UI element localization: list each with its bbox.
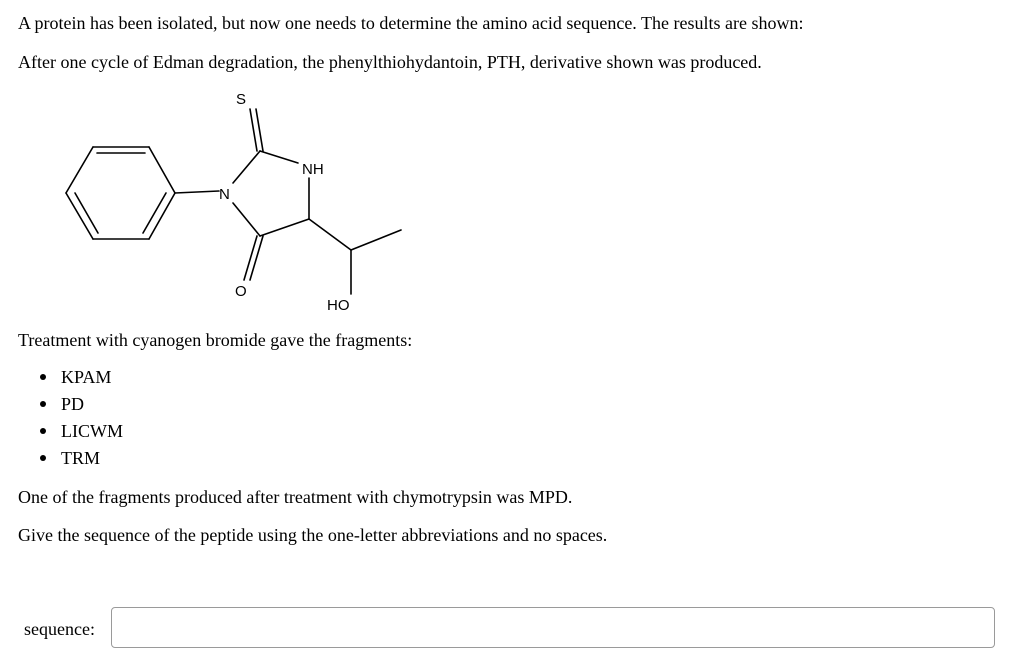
list-item: PD	[40, 393, 123, 420]
list-item: KPAM	[40, 366, 123, 393]
oxygen-atom-label: O	[235, 283, 247, 300]
hydantoin-ring	[233, 151, 309, 236]
fragment-list	[40, 366, 123, 474]
sulfur-atom-label: S	[236, 91, 247, 108]
question-intro: A protein has been isolated, but now one needs to determine the amino acid sequence. The results are shown:	[18, 13, 804, 33]
hydroxyl-label: HO	[327, 297, 350, 314]
list-item: LICWM	[40, 420, 123, 447]
pth-derivative-structure	[0, 80, 480, 320]
benzene-ring	[66, 147, 175, 239]
phenyl-n-bond	[175, 191, 219, 193]
side-chain-bond	[309, 219, 351, 250]
cnbr-statement: Treatment with cyanogen bromide gave the fragments:	[18, 330, 413, 350]
instruction-text: Give the sequence of the peptide using the one-letter abbreviations and no spaces.	[18, 525, 608, 545]
edman-statement: After one cycle of Edman degradation, the phenylthiohydantoin, PTH, derivative shown was produced.	[18, 52, 762, 72]
chymotrypsin-statement: One of the fragments produced after treatment with chymotrypsin was MPD.	[18, 487, 573, 507]
nh-atom-label: NH	[302, 161, 324, 178]
sequence-label: sequence:	[24, 619, 95, 639]
list-item: TRM	[40, 447, 123, 474]
sequence-input[interactable]	[111, 607, 995, 648]
thione-double-bond	[250, 109, 257, 151]
nitrogen-atom-label: N	[219, 186, 230, 203]
carbonyl-double-bond	[244, 236, 257, 280]
